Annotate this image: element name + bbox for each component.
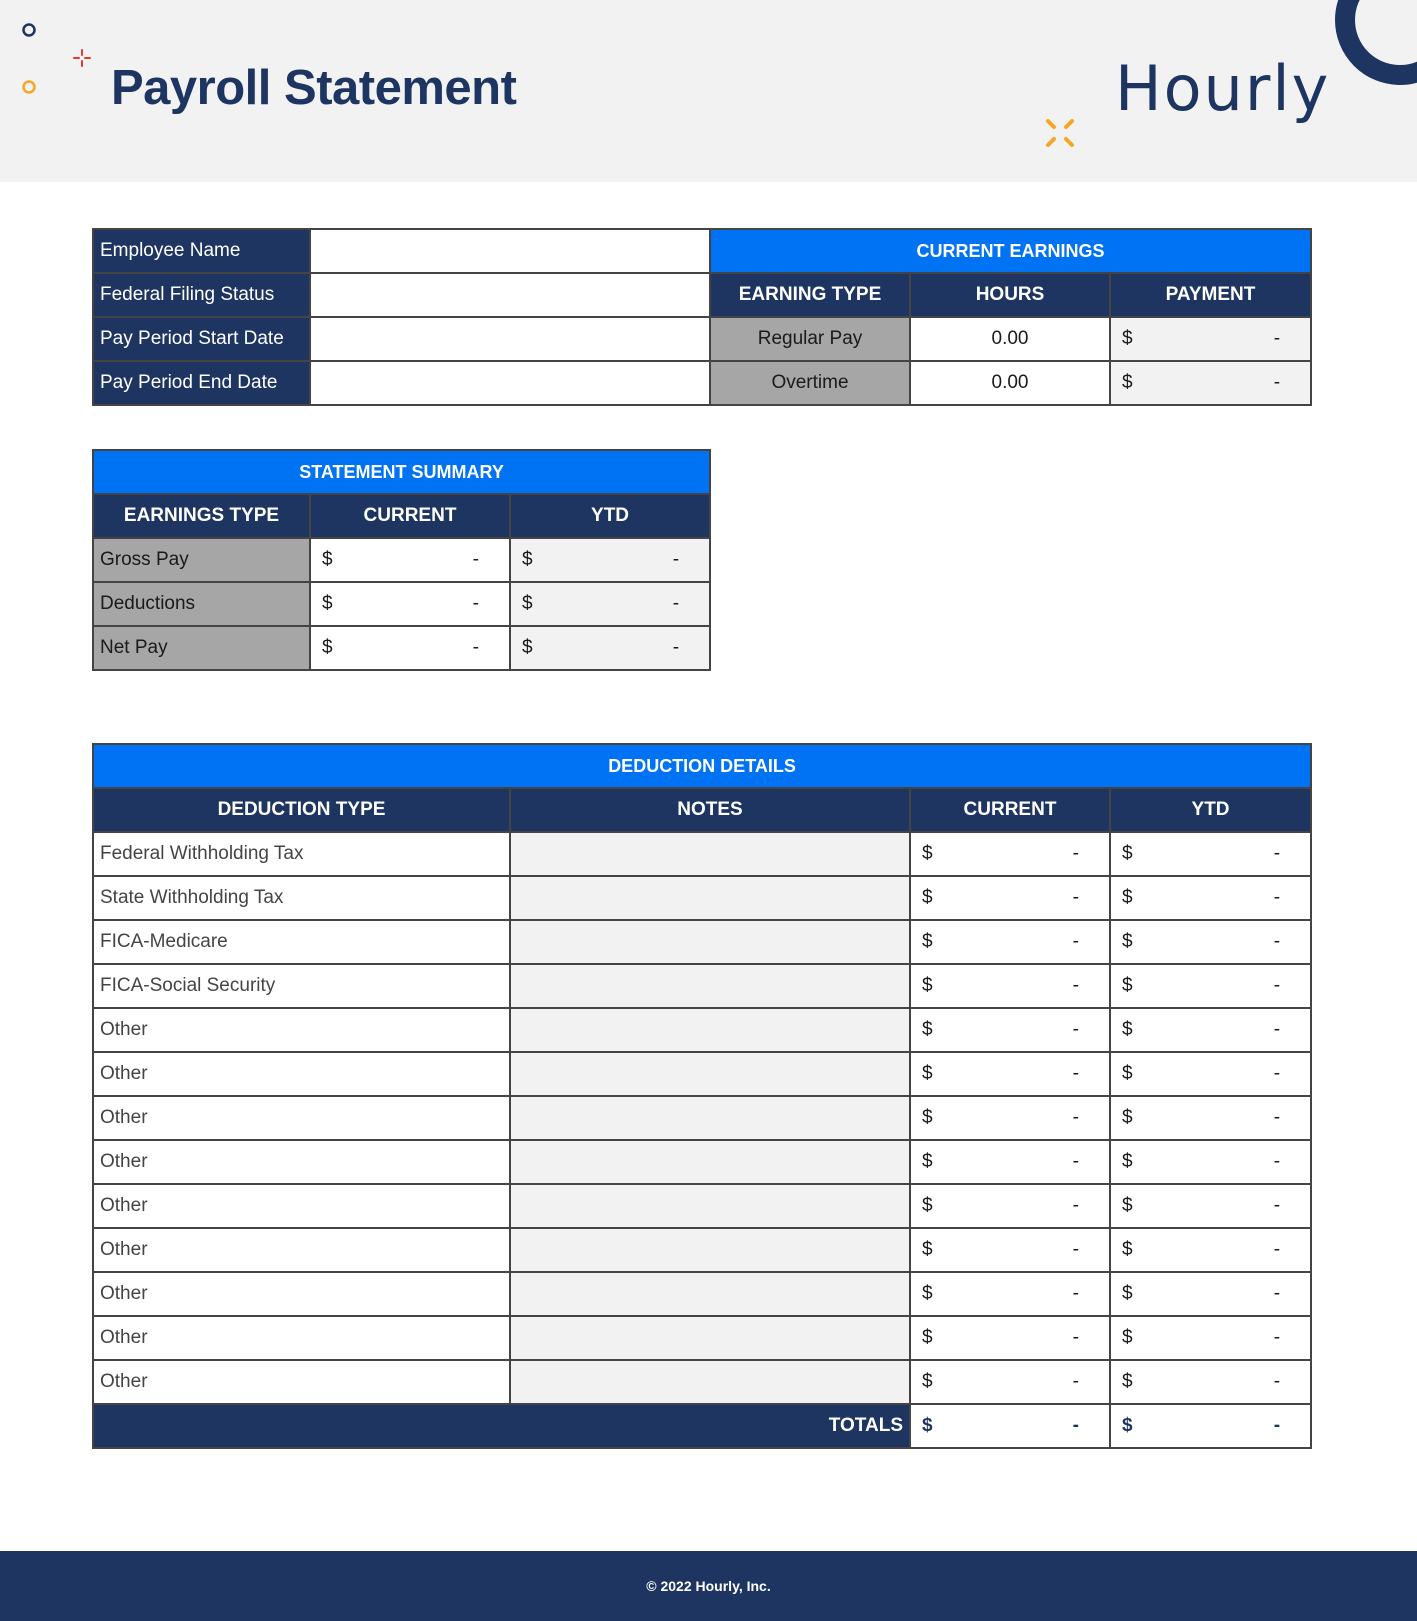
deduction-row: [93, 876, 1311, 920]
ytd-amount: -: [1273, 1151, 1281, 1172]
col-hours: HOURS: [910, 273, 1110, 317]
currency-symbol: $: [322, 637, 333, 658]
ytd-amount: -: [1273, 843, 1281, 864]
deduction-type-cell: FICA-Medicare: [93, 920, 510, 964]
page-title: Payroll Statement: [111, 61, 517, 115]
current-amount: -: [1072, 1151, 1079, 1172]
currency-symbol: $: [922, 975, 933, 996]
totals-current-cell: [910, 1404, 1110, 1448]
deduction-ytd-cell: [1110, 1360, 1311, 1404]
col-notes: NOTES: [510, 788, 910, 832]
period-end-field[interactable]: [310, 361, 710, 405]
current-amount: -: [1072, 1195, 1079, 1216]
deduction-current-cell: [910, 1316, 1110, 1360]
header-banner: [0, 0, 1417, 182]
summary-type-cell: Deductions: [93, 582, 310, 626]
circle-outline-icon: [21, 79, 37, 95]
currency-symbol: $: [1122, 1239, 1133, 1260]
current-amount: -: [1072, 1283, 1079, 1304]
circle-outline-icon: [21, 22, 37, 38]
deduction-notes-field[interactable]: [510, 964, 910, 1008]
deduction-type-cell: State Withholding Tax: [93, 876, 510, 920]
burst-icon: [1043, 116, 1077, 150]
currency-symbol: $: [922, 1371, 933, 1392]
current-amount: -: [1072, 1371, 1079, 1392]
summary-ytd-cell: [510, 626, 710, 670]
deduction-type-cell: Other: [93, 1008, 510, 1052]
deduction-type-cell: Other: [93, 1096, 510, 1140]
current-amount: -: [1072, 1239, 1079, 1260]
deduction-current-cell: [910, 876, 1110, 920]
deduction-current-cell: [910, 1052, 1110, 1096]
deduction-current-cell: [910, 1096, 1110, 1140]
current-amount: -: [472, 593, 479, 614]
deduction-ytd-cell: [1110, 964, 1311, 1008]
totals-ytd-amount: -: [1273, 1415, 1281, 1436]
deduction-type-cell: Other: [93, 1316, 510, 1360]
earning-type-cell: Overtime: [710, 361, 910, 405]
deduction-notes-field[interactable]: [510, 1096, 910, 1140]
currency-symbol: $: [1122, 1107, 1133, 1128]
employee-name-label: Employee Name: [93, 229, 310, 273]
deduction-type-cell: Other: [93, 1228, 510, 1272]
currency-symbol: $: [922, 1415, 933, 1436]
payment-amount: -: [1273, 328, 1281, 349]
deduction-type-cell: Other: [93, 1184, 510, 1228]
currency-symbol: $: [922, 1327, 933, 1348]
deduction-type-cell: Federal Withholding Tax: [93, 832, 510, 876]
current-amount: -: [472, 637, 479, 658]
currency-symbol: $: [922, 1019, 933, 1040]
currency-symbol: $: [522, 637, 533, 658]
deduction-row: [93, 1360, 1311, 1404]
deduction-current-cell: [910, 1360, 1110, 1404]
deduction-notes-field[interactable]: [510, 832, 910, 876]
statement-summary-table: [92, 449, 711, 671]
current-amount: -: [1072, 843, 1079, 864]
deduction-row: [93, 1052, 1311, 1096]
deduction-row: [93, 920, 1311, 964]
earning-type-cell: Regular Pay: [710, 317, 910, 361]
currency-symbol: $: [922, 931, 933, 952]
filing-status-label: Federal Filing Status: [93, 273, 310, 317]
copyright-text: © 2022 Hourly, Inc.: [646, 1578, 771, 1594]
deduction-row: [93, 1184, 1311, 1228]
summary-type-cell: Gross Pay: [93, 538, 310, 582]
current-earnings-title: CURRENT EARNINGS: [710, 229, 1311, 273]
summary-ytd-cell: [510, 538, 710, 582]
deduction-type-cell: Other: [93, 1360, 510, 1404]
ytd-amount: -: [672, 549, 680, 570]
deduction-details-table: [92, 743, 1312, 1449]
ytd-amount: -: [1273, 975, 1281, 996]
deduction-current-cell: [910, 920, 1110, 964]
deduction-ytd-cell: [1110, 832, 1311, 876]
currency-symbol: $: [1122, 372, 1133, 393]
deduction-ytd-cell: [1110, 1008, 1311, 1052]
currency-symbol: $: [1122, 1283, 1133, 1304]
deduction-notes-field[interactable]: [510, 1008, 910, 1052]
deduction-row: [93, 1096, 1311, 1140]
current-amount: -: [1072, 1063, 1079, 1084]
payment-cell: [1110, 361, 1311, 405]
deduction-type-cell: Other: [93, 1272, 510, 1316]
deduction-row: [93, 1140, 1311, 1184]
col-current: CURRENT: [910, 788, 1110, 832]
deduction-notes-field[interactable]: [510, 920, 910, 964]
currency-symbol: $: [922, 1239, 933, 1260]
period-end-label: Pay Period End Date: [93, 361, 310, 405]
deduction-notes-field[interactable]: [510, 1316, 910, 1360]
currency-symbol: $: [922, 1195, 933, 1216]
currency-symbol: $: [922, 1107, 933, 1128]
filing-status-field[interactable]: [310, 273, 710, 317]
currency-symbol: $: [522, 593, 533, 614]
currency-symbol: $: [322, 549, 333, 570]
summary-current-cell: [310, 626, 510, 670]
currency-symbol: $: [1122, 1371, 1133, 1392]
hours-cell[interactable]: 0.00: [910, 361, 1110, 405]
deduction-ytd-cell: [1110, 1096, 1311, 1140]
currency-symbol: $: [1122, 931, 1133, 952]
ytd-amount: -: [1273, 1283, 1281, 1304]
ytd-amount: -: [1273, 1195, 1281, 1216]
ytd-amount: -: [672, 593, 680, 614]
deduction-current-cell: [910, 964, 1110, 1008]
deduction-ytd-cell: [1110, 920, 1311, 964]
current-amount: -: [1072, 1107, 1079, 1128]
deduction-current-cell: [910, 1140, 1110, 1184]
totals-label: TOTALS: [93, 1404, 910, 1448]
summary-current-cell: [310, 538, 510, 582]
deduction-details-title: DEDUCTION DETAILS: [93, 744, 1311, 788]
summary-type-cell: Net Pay: [93, 626, 310, 670]
deduction-notes-field[interactable]: [510, 1360, 910, 1404]
deduction-notes-field[interactable]: [510, 1228, 910, 1272]
currency-symbol: $: [922, 843, 933, 864]
deduction-row: [93, 1272, 1311, 1316]
deduction-current-cell: [910, 1184, 1110, 1228]
ytd-amount: -: [1273, 1107, 1281, 1128]
deduction-current-cell: [910, 1272, 1110, 1316]
deduction-ytd-cell: [1110, 1272, 1311, 1316]
payment-amount: -: [1273, 372, 1281, 393]
ytd-amount: -: [1273, 1019, 1281, 1040]
currency-symbol: $: [1122, 1063, 1133, 1084]
currency-symbol: $: [1122, 975, 1133, 996]
deduction-ytd-cell: [1110, 1316, 1311, 1360]
deduction-row: [93, 1228, 1311, 1272]
deduction-ytd-cell: [1110, 876, 1311, 920]
arc-decoration-icon: [1330, 0, 1417, 90]
col-ytd: YTD: [510, 494, 710, 538]
currency-symbol: $: [922, 1063, 933, 1084]
deduction-row: [93, 1316, 1311, 1360]
current-amount: -: [1072, 887, 1079, 908]
hourly-logo: Hourly: [1115, 52, 1331, 125]
period-start-field[interactable]: [310, 317, 710, 361]
currency-symbol: $: [1122, 1151, 1133, 1172]
deduction-notes-field[interactable]: [510, 1052, 910, 1096]
currency-symbol: $: [322, 593, 333, 614]
employee-name-field[interactable]: [310, 229, 710, 273]
deduction-row: [93, 832, 1311, 876]
deduction-row: [93, 964, 1311, 1008]
currency-symbol: $: [1122, 1327, 1133, 1348]
period-start-label: Pay Period Start Date: [93, 317, 310, 361]
deduction-notes-field[interactable]: [510, 1140, 910, 1184]
ytd-amount: -: [1273, 931, 1281, 952]
deduction-notes-field[interactable]: [510, 1184, 910, 1228]
payment-cell: [1110, 317, 1311, 361]
deduction-ytd-cell: [1110, 1140, 1311, 1184]
deduction-notes-field[interactable]: [510, 876, 910, 920]
currency-symbol: $: [522, 549, 533, 570]
deduction-current-cell: [910, 832, 1110, 876]
deduction-current-cell: [910, 1228, 1110, 1272]
currency-symbol: $: [1122, 887, 1133, 908]
col-earning-type: EARNING TYPE: [710, 273, 910, 317]
currency-symbol: $: [922, 1283, 933, 1304]
ytd-amount: -: [1273, 1239, 1281, 1260]
hours-cell[interactable]: 0.00: [910, 317, 1110, 361]
totals-current-amount: -: [1072, 1415, 1079, 1436]
deduction-ytd-cell: [1110, 1228, 1311, 1272]
currency-symbol: $: [1122, 1415, 1133, 1436]
current-amount: -: [1072, 975, 1079, 996]
statement-summary-title: STATEMENT SUMMARY: [93, 450, 710, 494]
employee-earnings-table: [92, 228, 1312, 406]
summary-ytd-cell: [510, 582, 710, 626]
ytd-amount: -: [672, 637, 680, 658]
currency-symbol: $: [922, 1151, 933, 1172]
summary-current-cell: [310, 582, 510, 626]
current-amount: -: [472, 549, 479, 570]
deduction-type-cell: FICA-Social Security: [93, 964, 510, 1008]
totals-ytd-cell: [1110, 1404, 1311, 1448]
deduction-notes-field[interactable]: [510, 1272, 910, 1316]
ytd-amount: -: [1273, 1327, 1281, 1348]
sparkle-icon: [72, 48, 92, 68]
col-deduction-type: DEDUCTION TYPE: [93, 788, 510, 832]
deduction-ytd-cell: [1110, 1184, 1311, 1228]
currency-symbol: $: [1122, 1019, 1133, 1040]
currency-symbol: $: [1122, 1195, 1133, 1216]
col-current: CURRENT: [310, 494, 510, 538]
deduction-row: [93, 1008, 1311, 1052]
col-ytd: YTD: [1110, 788, 1311, 832]
col-earnings-type: EARNINGS TYPE: [93, 494, 310, 538]
current-amount: -: [1072, 1327, 1079, 1348]
ytd-amount: -: [1273, 1063, 1281, 1084]
currency-symbol: $: [1122, 328, 1133, 349]
currency-symbol: $: [1122, 843, 1133, 864]
ytd-amount: -: [1273, 887, 1281, 908]
ytd-amount: -: [1273, 1371, 1281, 1392]
current-amount: -: [1072, 1019, 1079, 1040]
deduction-ytd-cell: [1110, 1052, 1311, 1096]
deduction-current-cell: [910, 1008, 1110, 1052]
col-payment: PAYMENT: [1110, 273, 1311, 317]
current-amount: -: [1072, 931, 1079, 952]
footer: [0, 1551, 1417, 1621]
currency-symbol: $: [922, 887, 933, 908]
deduction-type-cell: Other: [93, 1052, 510, 1096]
deduction-type-cell: Other: [93, 1140, 510, 1184]
